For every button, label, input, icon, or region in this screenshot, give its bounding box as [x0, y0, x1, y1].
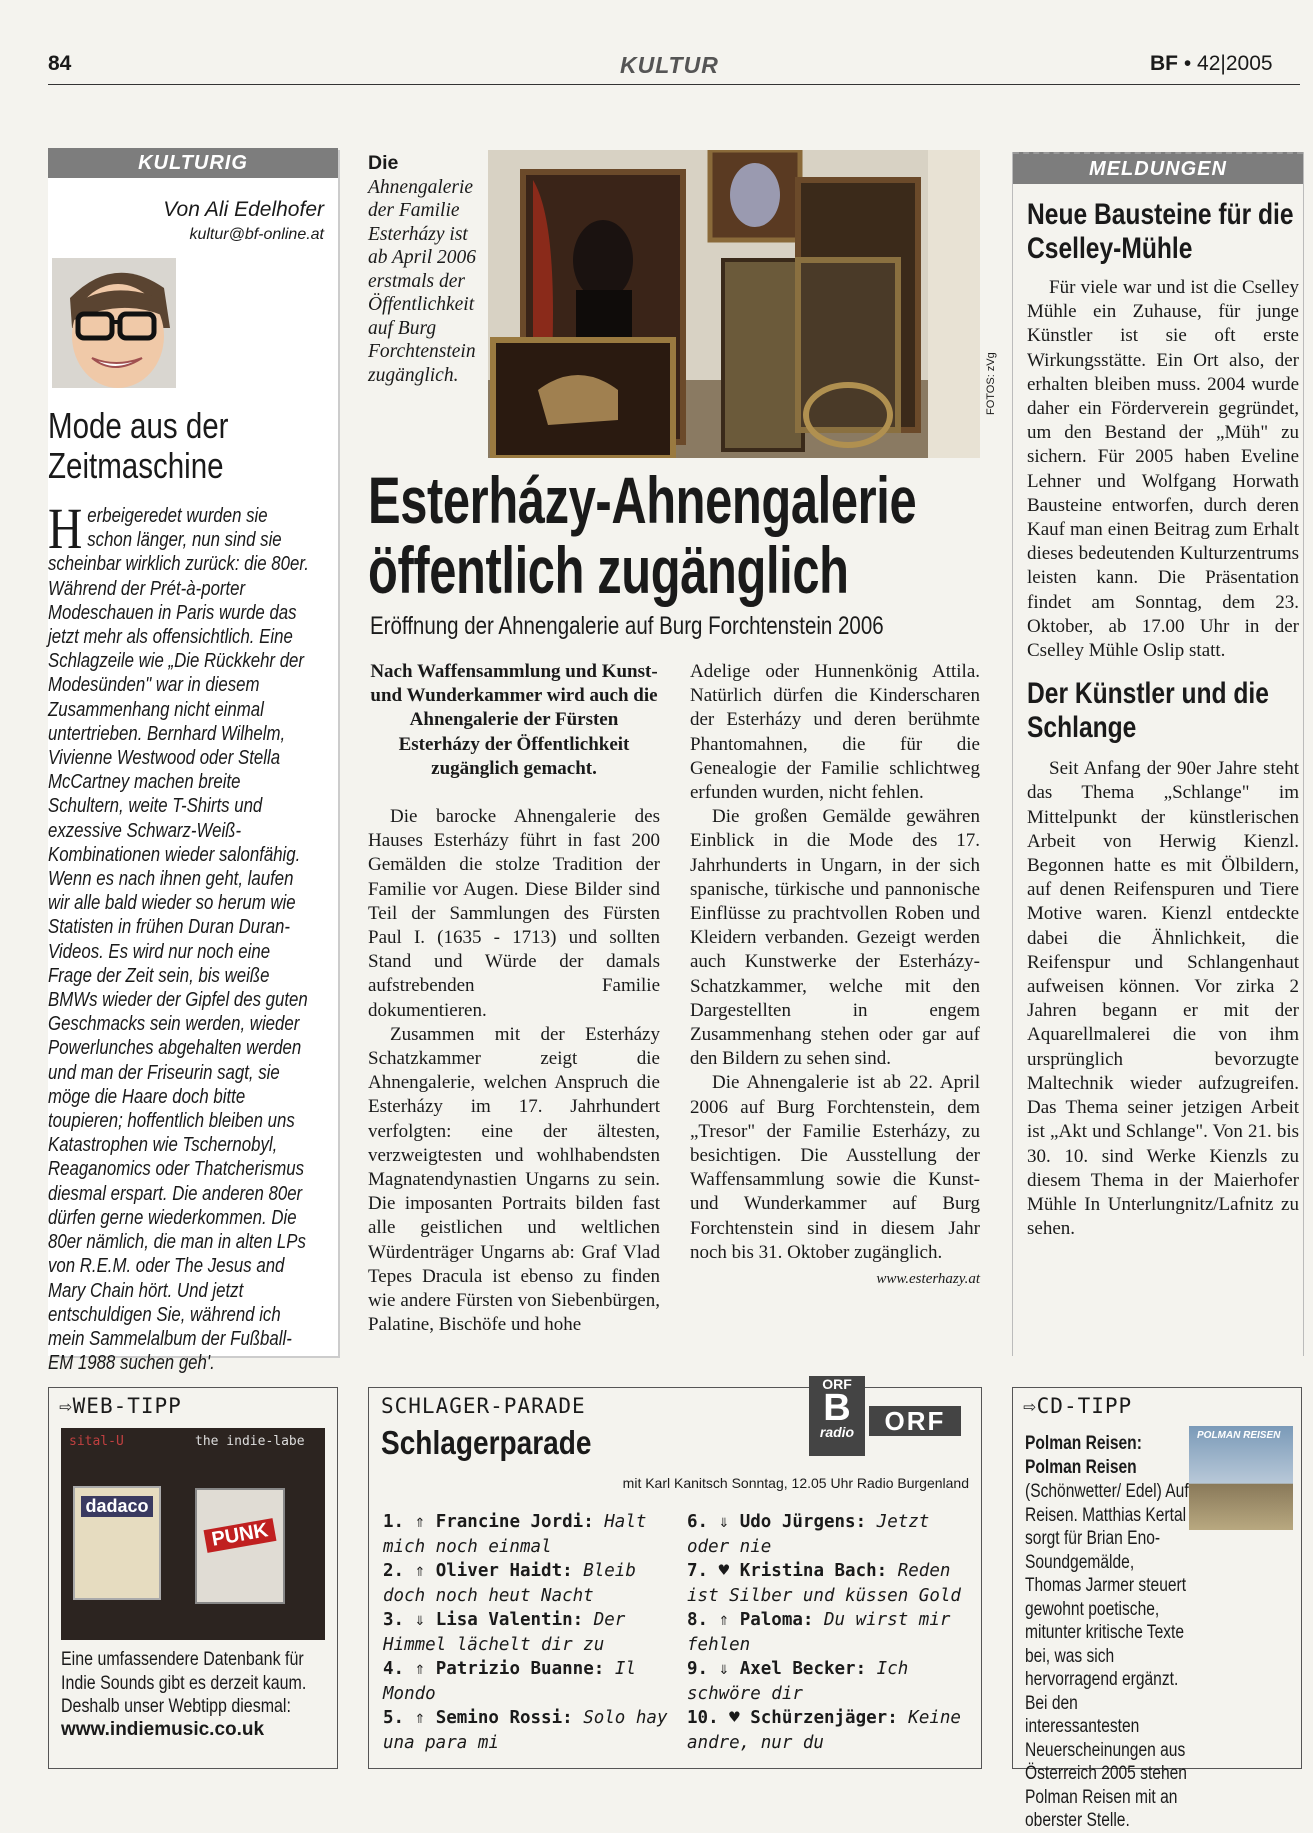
chart-entry — [687, 1559, 977, 1608]
chart-song: Der Himmel lächelt dir zu — [383, 1610, 626, 1655]
webtipp-box — [48, 1387, 338, 1769]
trend-icon: ⇓ — [718, 1512, 740, 1532]
chart-entry — [383, 1608, 673, 1657]
chart-column-right — [687, 1510, 977, 1755]
chart-song: Halt mich noch einmal — [383, 1512, 647, 1557]
news-box — [1012, 152, 1304, 1356]
trend-icon: ♥ — [718, 1561, 740, 1581]
image-text-right: the indie-labe — [195, 1434, 305, 1449]
trend-icon: ⇑ — [414, 1708, 436, 1728]
chart-entry — [687, 1510, 977, 1559]
chart-artist: Patrizio Buanne: — [435, 1659, 615, 1679]
trend-icon: ♥ — [729, 1708, 751, 1728]
headline-line-2: öffentlich zugänglich — [368, 533, 849, 607]
chart-entry — [383, 1657, 673, 1706]
chart-song: Reden ist Silber und küssen Gold — [687, 1561, 961, 1606]
chart-artist: Kristina Bach: — [739, 1561, 898, 1581]
drop-cap: H — [48, 496, 83, 561]
column-title: Mode aus der Zeitmaschine — [48, 405, 229, 486]
cdtipp-box — [1012, 1387, 1302, 1831]
chart-song: Bleib doch noch heut Nacht — [383, 1561, 636, 1606]
chart-artist: Axel Becker: — [739, 1659, 877, 1679]
news-item-2-title: Der Künstler und die Schlange — [1027, 677, 1269, 745]
chart-artist: Semino Rossi: — [435, 1708, 584, 1728]
chart-entry — [687, 1657, 977, 1706]
page-number: 84 — [48, 52, 72, 75]
trend-icon: ⇑ — [414, 1561, 436, 1581]
headline — [368, 465, 960, 605]
cd-cover: POLMAN REISEN — [1189, 1426, 1293, 1530]
article-url[interactable]: www.esterhazy.at — [876, 1271, 980, 1288]
section-title: KULTUR — [620, 52, 719, 78]
trend-icon: ⇑ — [414, 1659, 436, 1679]
image-text-left: sital-U — [69, 1434, 124, 1449]
article-column-2 — [690, 660, 980, 1291]
arrow-icon: ⇨ — [59, 1394, 73, 1418]
chart-entry — [383, 1559, 673, 1608]
poster-right: PUNK — [195, 1488, 285, 1604]
orf-logo: ORF — [869, 1406, 961, 1436]
chart-entry — [383, 1706, 673, 1755]
chart-artist: Schürzenjäger: — [750, 1708, 909, 1728]
chart-rank: 7. — [687, 1561, 719, 1581]
trend-icon: ⇓ — [414, 1610, 436, 1630]
column-body: Herbeigeredet wurden sie schon länger, nun sind sie scheinbar wirklich zurück: die 80er. Während der Prét-à-porter Modeschauen in Paris wurde das jetzt mehr als offensichtlich. Eine Schlagzeile wie „Die Rückkehr der Modesünden" war in diesem Zusammenhang nicht einmal untertrieben. Bernhard Wilhelm, Vivienne Westwood oder Stella McCartney machen breite Schultern, weite T-Shirts und exzessive Schwarz-Weiß-Kombinationen wieder salonfähig. Wenn es nach ihnen geht, laufen wir alle bald wieder so herum wie Statisten in frühen Duran Duran-Videos. Es wird nur noch eine Frage der Zeit sein, bis weiße BMWs wieder der Gipfel des guten Geschmacks sein werden, wieder Powerlunches abgehalten werden und man der Friseurin sagt, sie möge die Haare doch bitte toupieren; hoffentlich bleiben uns Katastrophen wie Tschernobyl, Reaganomics oder Thatcherismus diesmal erspart. Die anderen 80er dürfen gerne wiederkommen. Die 80er nämlich, die man in alten LPs von R.E.M. oder The Jesus and Mary Chain hört. Und jetzt entschuldigen Sie, während ich mein Sammelalbum der Fußball-EM 1988 suchen geh'. — [48, 496, 309, 1375]
schlager-title: Schlagerparade — [381, 1424, 592, 1461]
main-photo — [488, 150, 980, 458]
news-item-1-body: Für viele war und ist die Cselley Mühle ein Zuhause, für junge Künstler ist sie oft erste Wirkungsstätte. Ein Ort also, der erhalten bleiben muss. 2004 wurde daher ein Förderverein gegründet, um den Bestand der „Müh" zu sichern. Für 2005 haben Eveline Lehner und Wolfgang Horwath Bausteine entworfen, durch deren Kauf man einen Beitrag zum Erhalt dieses bedeutenden Kulturzentrums leisten kann. Die Präsentation findet am Sonntag, dem 23. Oktober, ab 17.00 Uhr in der Cselley Mühle Oslip statt. — [1027, 277, 1299, 662]
article-paragraph: Die großen Gemälde gewähren Einblick in die Mode des 17. Jahrhunderts in Ungarn, in der sich spanische, türkische und pannonische Einflüsse zu prachtvollen Roben und Kleidern verbanden. Gezeigt werden auch Kunstwerke der Esterházy-Schatzkammer, welche mit den Dargestellten in engem Zusammenhang stehen oder gar auf den Bildern zu sehen sind. — [690, 806, 980, 1070]
gallery-photo — [488, 150, 980, 458]
chart-artist: Oliver Haidt: — [435, 1561, 584, 1581]
chart-song: Jetzt oder nie — [687, 1512, 930, 1557]
trend-icon: ⇑ — [414, 1512, 436, 1532]
author-photo — [52, 258, 176, 388]
avatar — [52, 258, 176, 388]
photo-credit: FOTOS: zVg — [985, 352, 997, 415]
webtipp-image — [61, 1428, 325, 1640]
headline-line-1: Esterházy-Ahnengalerie — [368, 463, 917, 537]
chart-song: Keine andre, nur du — [687, 1708, 961, 1753]
photo-caption: Die Ahnengalerie der Familie Esterházy ist ab April 2006 erstmals der Öffentlichkeit auf Burg Forchtenstein zugänglich. — [368, 152, 476, 386]
schlager-label: SCHLAGER-PARADE — [381, 1394, 586, 1418]
column-email: kultur@bf-online.at — [189, 226, 324, 243]
webtipp-body: Eine umfassendere Datenbank für Indie Sounds gibt es derzeit kaum. Deshalb unser Webtipp diesmal: — [61, 1648, 307, 1717]
chart-entry — [687, 1608, 977, 1657]
article-paragraph: Die barocke Ahnengalerie des Hauses Esterházy führt in fast 200 Gemälden die stolze Tradition der Familie vor Augen. Diese Bilder sind Teil der Sammlungen des Fürsten Paul I. (1635 - 1713) und sollten Stand und Würde der damals aufstrebenden Familie dokumentieren. — [368, 806, 660, 1021]
column-author: Von Ali Edelhofer — [163, 198, 324, 221]
subheadline: Eröffnung der Ahnengalerie auf Burg Forchtenstein 2006 — [370, 612, 884, 640]
chart-rank: 5. — [383, 1708, 415, 1728]
chart-artist: Francine Jordi: — [435, 1512, 605, 1532]
cdtipp-body: (Schönwetter/ Edel) Auf Reisen. Matthias Kertal sorgt für Brian Eno-Soundgemälde, Thomas Jarmer steuert gewohnt poetische, mitunter kritische Texte bei, was sich hervorragend ergänzt. Bei den interessantesten Neuerscheinungen aus Österreich 2005 stehen Polman Reisen mit an oberster Stelle. — [1025, 1481, 1189, 1831]
schlager-subtitle: mit Karl Kanitsch Sonntag, 12.05 Uhr Radio Burgenland — [622, 1475, 969, 1491]
orf-radio-logo: ORF B radio — [809, 1376, 865, 1456]
chart-song: Du wirst mir fehlen — [687, 1610, 951, 1655]
news-item-1-title: Neue Bausteine für die Cselley-Mühle — [1027, 198, 1294, 265]
poster-left: dadaco — [73, 1486, 161, 1600]
chart-song: Ich schwöre dir — [687, 1659, 909, 1704]
trend-icon: ⇓ — [718, 1659, 740, 1679]
chart-entry — [383, 1510, 673, 1559]
chart-rank: 2. — [383, 1561, 415, 1581]
chart-rank: 6. — [687, 1512, 719, 1532]
arrow-icon: ⇨ — [1023, 1394, 1037, 1418]
article-paragraph: Adelige oder Hunnenkönig Attila. Natürlich dürfen die Kinderscharen der Esterházy und deren berühmte Phantomahnen, die für die Genealogie der Familie schlichtweg erfunden wurden, nicht fehlen. — [690, 661, 980, 804]
news-item-2-body: Seit Anfang der 90er Jahre steht das Thema „Schlange" im Mittelpunkt der künstlerischen Arbeit von Herwig Kienzl. Begonnen hatte es mit Ölbildern, auf denen Reifenspuren und Tiere Motive waren. Kienzl entdeckte dabei die Ähnlichkeit, die Reifenspur und Schlangenhaut aufweisen können. Vor zirka 2 Jahren begann er mit der Aquarellmalerei die von ihm ursprünglich bevorzugte Maltechnik wieder aufzugreifen. Das Thema seiner jetzigen Arbeit ist „Akt und Schlange". Von 21. bis 30. 10. sind Werke Kienzls zu diesem Thema in der Maierhofer Mühle In Unterlungnitz/Lafnitz zu sehen. — [1027, 758, 1299, 1240]
chart-rank: 9. — [687, 1659, 719, 1679]
chart-entry — [687, 1706, 977, 1755]
article-paragraph: Die Ahnengalerie ist ab 22. April 2006 auf Burg Forchtenstein, dem „Tresor" der Familie Esterházy, zu besichtigen. Die Ausstellung der Waffensammlung sowie die Kunst- und Wunderkammer auf Burg Forchtenstein sind in diesem Jahr noch bis 31. Oktober zugänglich. — [690, 1072, 980, 1263]
article-paragraph: Zusammen mit der Esterházy Schatzkammer zeigt die Ahnengalerie, welchen Anspruch die Esterházy im 17. Jahrhundert verfolgten: eine der ältesten, verzweigtesten und wohlhabendsten Magnatendynastien Ungarns zu sein. Die imposanten Portraits bilden fast alle geistlichen und weltlichen Würdenträger Ungarns ab: Graf Vlad Tepes Dracula ist ebenso zu finden wie andere Fürsten von Siebenbürgen, Palatine, Bischöfe und hohe — [368, 1023, 660, 1336]
trend-icon: ⇑ — [718, 1610, 740, 1630]
chart-rank: 3. — [383, 1610, 415, 1630]
chart-song: Il Mondo — [383, 1659, 636, 1704]
webtipp-label: ⇨WEB-TIPP — [59, 1394, 182, 1418]
chart-rank: 8. — [687, 1610, 719, 1630]
chart-rank: 1. — [383, 1512, 415, 1532]
cdtipp-title: Polman Reisen: Polman Reisen — [1025, 1433, 1142, 1478]
header-rule — [48, 84, 1300, 85]
column-box — [48, 148, 338, 1375]
chart-artist: Paloma: — [739, 1610, 824, 1630]
chart-rank: 4. — [383, 1659, 415, 1679]
column-label: KULTURIG — [48, 148, 338, 178]
chart-artist: Lisa Valentin: — [435, 1610, 594, 1630]
chart-artist: Udo Jürgens: — [739, 1512, 877, 1532]
article-column-1 — [368, 660, 660, 1337]
schlager-box — [368, 1376, 982, 1769]
article-lead: Nach Waffensammlung und Kunst- und Wunderkammer wird auch die Ahnengalerie der Fürsten Esterházy der Öffentlichkeit zugänglich gemacht. — [370, 661, 658, 779]
webtipp-url[interactable]: www.indiemusic.co.uk — [61, 1718, 265, 1740]
cdtipp-label: ⇨CD-TIPP — [1023, 1394, 1133, 1418]
publication-name: BF • 42|2005 — [1150, 52, 1273, 75]
chart-column-left — [383, 1510, 673, 1755]
chart-rank: 10. — [687, 1708, 730, 1728]
chart-song: Solo hay una para mi — [383, 1708, 668, 1753]
news-label: MELDUNGEN — [1013, 152, 1303, 184]
